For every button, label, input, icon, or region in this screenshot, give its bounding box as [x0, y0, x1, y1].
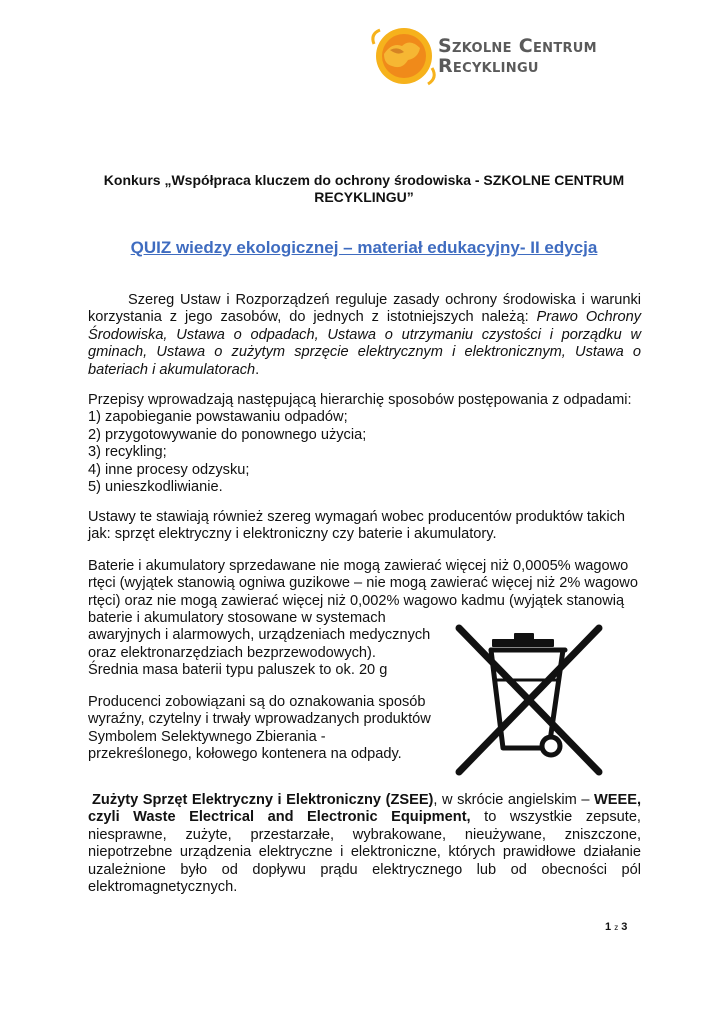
paragraph-batteries-cont — [88, 610, 433, 680]
hierarchy-item: 4) inne procesy odzysku; — [88, 461, 250, 478]
batteries-exceptions: baterie i akumulatory stosowane w systemach awaryjnych i alarmowych, urządzeniach medycznych oraz elektronarzędziach bezprzewodowych). — [88, 610, 431, 661]
weee-term-3: lektryczny i E — [201, 792, 296, 808]
paragraph-laws — [88, 292, 641, 379]
hierarchy-item: 1) zapobieganie powstawaniu odpadów; — [88, 409, 348, 426]
weee-term-1: Zużyty S — [92, 792, 153, 808]
laws-list: Prawo Ochrony Środowiska, Ustawa o odpadach, Ustawa o utrzymaniu czystości i porządku w gminach, Ustawa o zużytym sprzęcie elektrycznym i elektronicznym, Ustawa o bateriach i akumulatorach — [88, 309, 641, 378]
paragraph-hierarchy — [88, 392, 641, 496]
weee-mid: , w skrócie angielskim – — [433, 792, 594, 808]
weee-term-4: lektroniczny (ZSEE) — [295, 792, 434, 808]
laws-lead: Szereg Ustaw i Rozporządzeń reguluje zasady ochrony środowiska i warunki korzystania z jego zasobów, do jednych z istotniejszych należą: — [88, 292, 641, 326]
weee-term-2: przęt E — [152, 792, 202, 808]
quiz-title: QUIZ wiedzy ekologicznej – materiał edukacyjny- II edycja — [130, 238, 598, 257]
hierarchy-intro: Przepisy wprowadzają następującą hierarchię sposobów postępowania z odpadami: — [88, 392, 632, 408]
weee-english: WEEE, czyli Waste Electrical and Electronic Equipment, — [88, 792, 642, 826]
hierarchy-item: 2) przygotowywanie do ponownego użycia; — [88, 426, 367, 443]
hierarchy-item: 5) unieszkodliwianie. — [88, 479, 223, 496]
weee-definition: to wszystkie zepsute, niesprawne, zużyte, przestarzałe, wybrakowane, nieużywane, zniszczone, niepotrzebne urządzenia elektryczne i elektroniczne, których prawidłowe działanie uzależnione było od dopływu prądu elektrycznego lub od obecności pól elektromagnetycznych. — [88, 809, 641, 896]
paragraph-batteries: Baterie i akumulatory sprzedawane nie mogą zawierać więcej niż 0,0005% wagowo rtęci (wyjątek stanowią ogniwa guzikowe – nie mogą zawierać więcej niż 2% wagowo rtęci) oraz nie mogą zawierać więcej niż 0,002% wagowo kadmu (wyjątek stanowią — [88, 558, 638, 609]
logo-line-2: Recyklingu — [438, 55, 539, 77]
crossed-out-bin-icon — [453, 620, 605, 780]
hierarchy-item: 3) recykling; — [88, 444, 167, 461]
logo-text — [438, 36, 597, 76]
contest-title: Konkurs „Współpraca kluczem do ochrony środowiska - SZKOLNE CENTRUM RECYKLINGU” — [103, 172, 625, 205]
page-number — [605, 921, 627, 933]
page-current: 1 — [605, 921, 612, 933]
laws-end: . — [255, 361, 260, 378]
paragraph-producers: Ustawy te stawiają również szereg wymagań wobec producentów produktów takich jak: sprzęt elektryczny i elektroniczny czy baterie i akumulatory. — [88, 509, 625, 543]
paragraph-weee — [88, 792, 641, 896]
page-sep: z — [614, 923, 619, 932]
page-total: 3 — [621, 921, 628, 933]
paragraph-marking: Producenci zobowiązani są do oznakowania sposób wyraźny, czytelny i trwały wprowadzanych produktów Symbolem Selektywnego Zbierania - przekreślonego, kołowego kontenera na odpady. — [88, 694, 431, 763]
battery-mass: Średnia masa baterii typu paluszek to ok. 20 g — [88, 662, 388, 679]
logo-line-1: Szkolne Centrum — [438, 35, 597, 57]
